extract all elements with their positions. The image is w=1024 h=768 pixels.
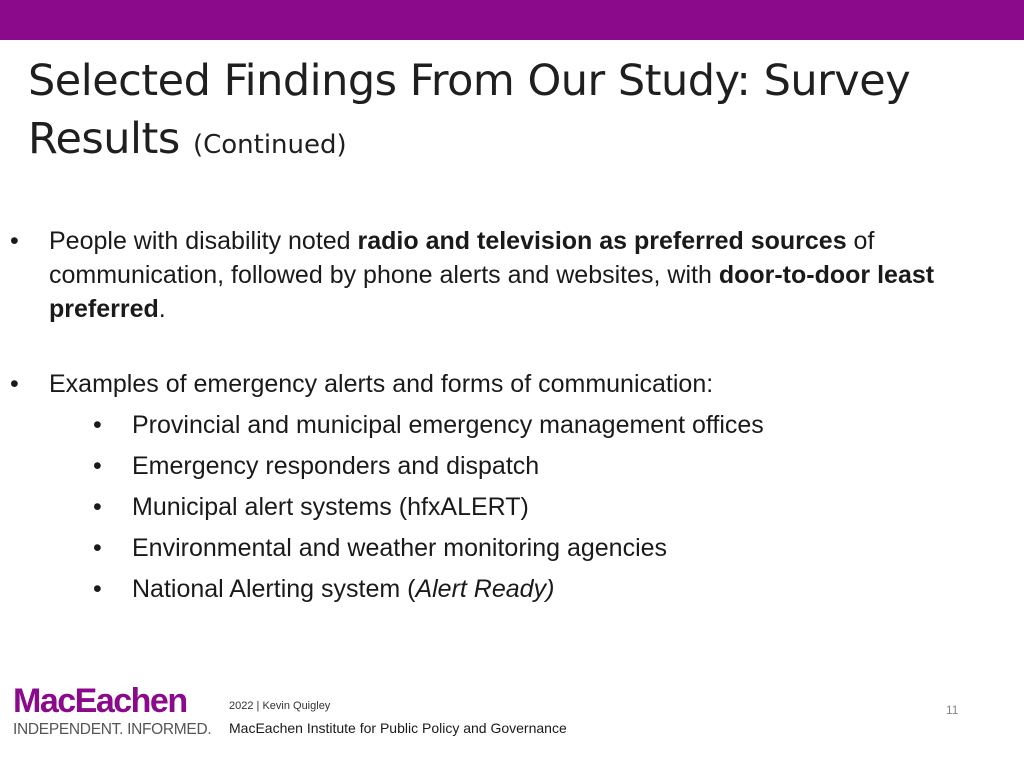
bullet1-middle: of communication, followed by phone alerts and websites, with	[49, 227, 875, 289]
sub-bullet-dot: •	[93, 575, 102, 603]
examples-sub-list	[93, 408, 993, 613]
footer-year-author: 2022 | Kevin Quigley	[229, 700, 331, 712]
header-accent-bar	[0, 0, 1024, 40]
page-number: 11	[946, 703, 959, 717]
bullet1-suffix: .	[158, 295, 166, 323]
bullet1-bold-least: door-to-door least preferred	[49, 261, 935, 323]
slide-title-text: Selected Findings From Our Study: Survey Results	[28, 56, 911, 164]
bullet1-bold-preferred: radio and television as preferred sources	[357, 227, 847, 255]
sub-list-item	[93, 531, 993, 572]
bullet-dot: •	[10, 370, 19, 398]
sub-item-text: Municipal alert systems (hfxALERT)	[132, 493, 529, 521]
bullet-item-examples	[10, 367, 1000, 401]
bullet-text: Examples of emergency alerts and forms of communication:	[49, 370, 714, 398]
bullet-dot: •	[10, 227, 19, 255]
sub-bullet-dot: •	[93, 452, 102, 480]
logo-tagline: INDEPENDENT. INFORMED.	[13, 721, 212, 738]
sub-bullet-dot: •	[93, 411, 102, 439]
sub-item-prefix: National Alerting system (	[132, 575, 416, 603]
sub-item-text: Environmental and weather monitoring agencies	[132, 534, 668, 562]
sub-list-item	[93, 490, 993, 531]
bullet-item-preferred-sources	[10, 224, 1000, 326]
sub-bullet-dot: •	[93, 493, 102, 521]
sub-item-italic: Alert Ready)	[415, 575, 555, 603]
bullet1-prefix: People with disability noted	[49, 227, 358, 255]
sub-item-text: Emergency responders and dispatch	[132, 452, 540, 480]
sub-list-item	[93, 449, 993, 490]
sub-list-item	[93, 572, 993, 613]
sub-item-text: Provincial and municipal emergency management offices	[132, 411, 764, 439]
bullet-text	[49, 224, 1000, 326]
sub-list-item	[93, 408, 993, 449]
sub-item-text	[132, 572, 554, 606]
logo-wordmark: MacEachen	[13, 682, 187, 720]
slide-title	[28, 52, 988, 174]
slide-title-suffix: (Continued)	[192, 130, 347, 160]
maceachen-logo	[13, 682, 218, 739]
footer-organization: MacEachen Institute for Public Policy and Governance	[229, 720, 567, 736]
sub-bullet-dot: •	[93, 534, 102, 562]
